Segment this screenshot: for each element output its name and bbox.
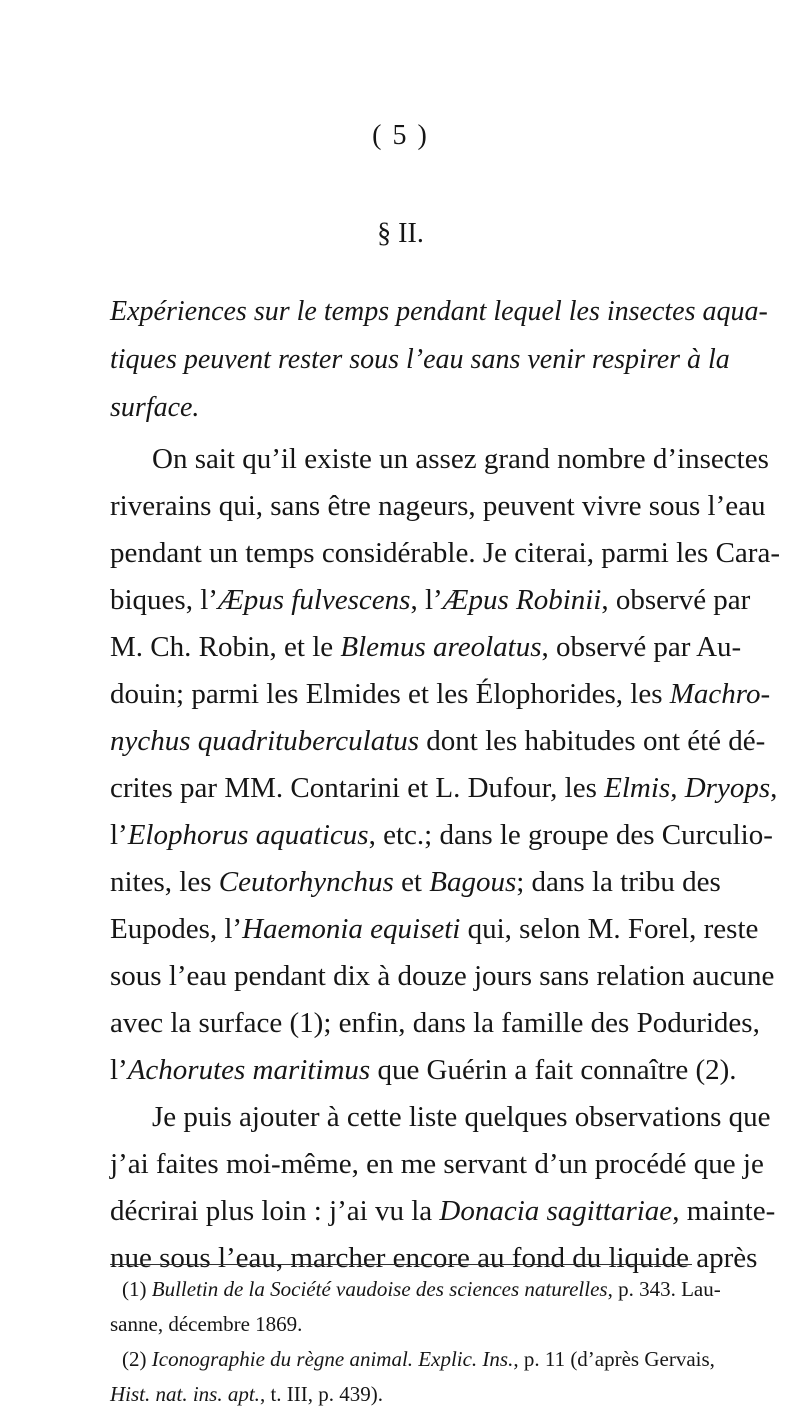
text-run: , l’ [410,584,443,616]
species-name: Dryops [684,772,771,804]
text-line [110,718,766,765]
text-run: , [770,772,778,804]
text-run: ; dans la tribu des [516,866,721,898]
text-line [110,624,742,671]
page-number: ( 5 ) [372,120,429,151]
species-name: Elmis [604,772,671,804]
text-line [110,1094,771,1141]
text-line [110,530,780,577]
text-run: , mainte- [672,1195,776,1227]
text-run: que Guérin a fait connaître (2). [370,1054,737,1086]
text-run: (2) [122,1347,152,1371]
text-run: , observé par [601,584,751,616]
species-name: Elophorus aquaticus [127,819,369,851]
species-name: Ceutorhynchus [218,866,394,898]
text-run: décrirai plus loin : j’ai vu la [110,1195,440,1227]
text-run: l’ [110,819,128,851]
text-run: douin; parmi les Elmides et les Élophorides, les [110,678,670,710]
text-run: et [393,866,430,898]
text-line [110,577,751,624]
text-run: (1) [122,1277,152,1301]
footnote-divider [110,1264,692,1265]
text-line [110,1047,737,1094]
text-run: pendant un temps considérable. Je citerai, parmi les Cara- [110,537,780,569]
text-line [110,1141,764,1188]
species-name: Bagous [429,866,517,898]
species-name: Achorutes maritimus [127,1054,371,1086]
text-run: crites par MM. Contarini et L. Dufour, les [110,772,605,804]
text-line [110,671,771,718]
chapter-heading [110,288,768,432]
text-line [110,436,769,483]
text-run: riverains qui, sans être nageurs, peuvent vivre sous l’eau [110,490,766,522]
text-run: , etc.; dans le groupe des Curculio- [368,819,773,851]
text-line [110,859,721,906]
footnote-line [110,1272,721,1307]
text-run: sous l’eau pendant dix à douze jours sans relation aucune [110,960,775,992]
text-line [110,953,775,1000]
text-run: Eupodes, l’ [110,913,243,945]
heading-line: Expériences sur le temps pendant lequel les insectes aqua- [110,296,768,327]
text-run: On sait qu’il existe un assez grand nombre d’insectes [152,443,769,475]
text-line [110,812,773,859]
text-run: M. Ch. Robin, et le [110,631,341,663]
footnote-line [110,1377,692,1412]
citation-title: Hist. nat. ins. apt. [110,1382,260,1406]
species-name: Haemonia equiseti [242,913,461,945]
species-name: Æpus Robinii [442,584,602,616]
species-name: Blemus areolatus [340,631,542,663]
text-line [110,906,759,953]
text-run: Je puis ajouter à cette liste quelques observations que [152,1101,771,1133]
text-line [110,765,778,812]
text-line [110,1000,760,1047]
footnote-line [110,1342,715,1377]
text-run: j’ai faites moi-même, en me servant d’un procédé que je [110,1148,764,1180]
text-run: nue sous l’eau, marcher encore au fond du liquide après [110,1242,758,1274]
text-run: , [670,772,685,804]
text-run: , observé par Au- [541,631,742,663]
footnotes [110,1272,721,1412]
species-name: nychus quadrituberculatus [110,725,420,757]
text-run: l’ [110,1054,128,1086]
text-run: , p. 11 (d’après Gervais, [513,1347,715,1371]
species-name: Æpus fulvescens [217,584,411,616]
heading-line: tiques peuvent rester sous l’eau sans venir respirer à la [110,344,730,375]
text-line [110,483,766,530]
text-run: , t. III, p. 439). [259,1382,383,1406]
species-name: Machro- [669,678,771,710]
species-name: Donacia sagittariae [439,1195,673,1227]
heading-line: surface. [110,392,200,423]
text-run: biques, l’ [110,584,218,616]
body-paragraphs [110,436,780,1282]
citation-title: Bulletin de la Société vaudoise des sciences naturelles [151,1277,608,1301]
text-run: nites, les [110,866,219,898]
citation-title: Iconographie du règne animal. Explic. Ins. [151,1347,514,1371]
text-line [110,1188,776,1235]
text-run: sanne, décembre 1869. [110,1312,303,1336]
text-run: dont les habitudes ont été dé- [419,725,766,757]
footnote-line [110,1307,692,1342]
text-run: , p. 343. Lau- [607,1277,721,1301]
section-heading: § II. [377,218,424,249]
text-run: qui, selon M. Forel, reste [460,913,759,945]
text-run: avec la surface (1); enfin, dans la famille des Podurides, [110,1007,760,1039]
